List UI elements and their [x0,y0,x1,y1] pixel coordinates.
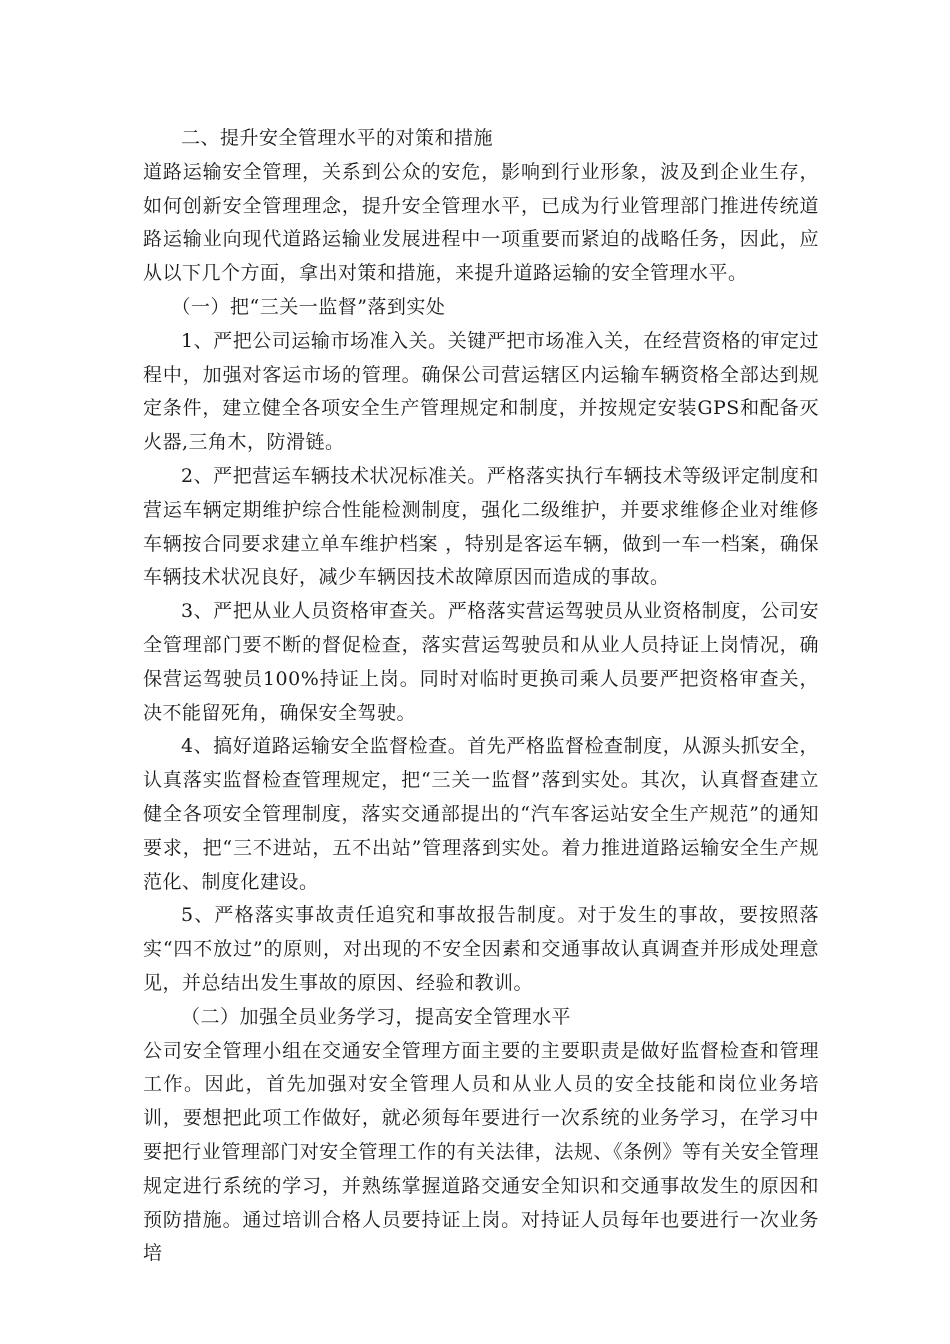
item-paragraph-5: 5、严格落实事故责任追究和事故报告制度。对于发生的事故，要按照落实“四不放过”的原则，对出现的不安全因素和交通事故认真调查并形成处理意见，并总结出发生事故的原因、经验和教训。 [143,904,819,994]
item-paragraph-4: 4、搞好道路运输安全监督检查。首先严格监督检查制度，从源头抓安全，认真落实监督检查管理规定，把“三关一监督”落到实处。其次，认真督查建立健全各项安全管理制度，落实交通部提出的“汽车客运站安全生产规范”的通知要求，把“三不进站，五不出站”管理落到实处。着力推进道路运输安全生产规范化、制度化建设。 [143,735,819,893]
item-paragraph-3: 3、严把从业人员资格审查关。严格落实营运驾驶员从业资格制度，公司安全管理部门要不断的督促检查，落实营运驾驶员和从业人员持证上岗情况，确保营运驾驶员100%持证上岗。同时对临时更换司乘人员要严把资格审查关，决不能留死角，确保安全驾驶。 [143,600,819,724]
sub-heading-1: （一）把“三关一监督”落到实处 [171,295,446,318]
closing-paragraph: 公司安全管理小组在交通安全管理方面主要的主要职责是做好监督检查和管理工作。因此，首先加强对安全管理人员和从业人员的安全技能和岗位业务培训，要想把此项工作做好，就必须每年要进行一次系统的业务学习，在学习中要把行业管理部门对安全管理工作的有关法律，法规、《条例》等有关安全管理规定进行系统的学习，并熟练掌握道路交通安全知识和交通事故发生的原因和预防措施。通过培训合格人员要持证上岗。对持证人员每年也要进行一次业务培 [143,1039,819,1265]
sub-heading-2: （二）加强全员业务学习，提高安全管理水平 [181,1005,572,1028]
document-body [143,122,819,1271]
item-paragraph-2: 2、严把营运车辆技术状况标准关。严格落实执行车辆技术等级评定制度和营运车辆定期维护综合性能检测制度，强化二级维护，并要求维修企业对维修车辆按合同要求建立单车维护档案 ，特别是客运车辆，做到一车一档案，确保车辆技术状况良好，减少车辆因技术故障原因而造成的事故。 [143,464,819,589]
item-paragraph-1: 1、严把公司运输市场准入关。关键严把市场准入关，在经营资格的审定过程中，加强对客运市场的管理。确保公司营运辖区内运输车辆资格全部达到规定条件，建立健全各项安全生产管理规定和制度，并按规定安装GPS和配备灭火器,三角木，防滑链。 [143,329,819,454]
intro-paragraph: 道路运输安全管理，关系到公众的安危，影响到行业形象，波及到企业生存，如何创新安全管理理念，提升安全管理水平，已成为行业管理部门推进传统道路运输业向现代道路运输业发展进程中一项重要而紧迫的战略任务，因此，应从以下几个方面，拿出对策和措施，来提升道路运输的安全管理水平。 [143,160,819,285]
section-heading: 二、提升安全管理水平的对策和措施 [181,127,494,149]
